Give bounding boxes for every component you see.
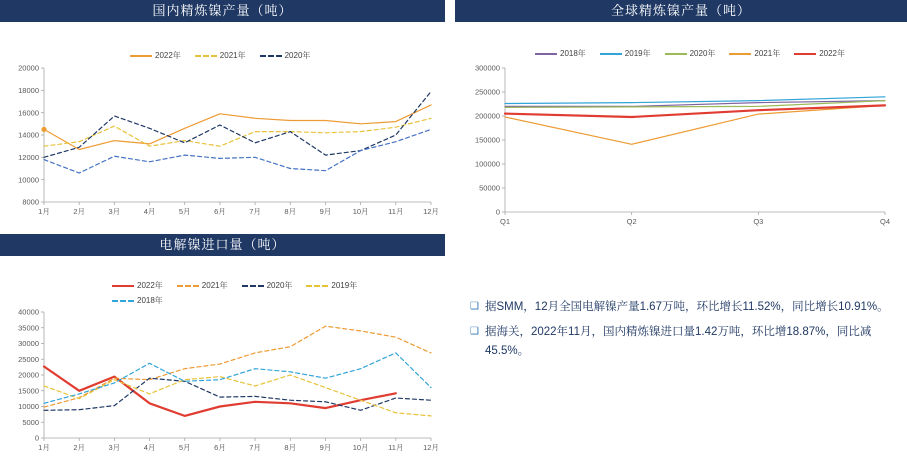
svg-text:5000: 5000	[22, 417, 39, 427]
legend-label-2020: 2020年	[284, 51, 311, 60]
legend-swatch-2020	[665, 53, 687, 55]
svg-text:Q2: Q2	[626, 217, 637, 226]
legend-item-2022	[130, 50, 181, 61]
legend-label-2019: 2019年	[331, 281, 358, 290]
svg-text:18000: 18000	[18, 85, 39, 95]
legend-item-2020	[260, 50, 311, 61]
svg-text:8月: 8月	[284, 207, 297, 216]
legend-label-2021: 2021年	[754, 49, 781, 58]
panel-title-import: 电解镍进口量（吨）	[0, 234, 445, 256]
svg-text:Q1: Q1	[499, 217, 511, 226]
svg-text:25000: 25000	[18, 354, 39, 364]
legend-item-2020	[242, 280, 293, 291]
chart-domestic-refined-output	[0, 22, 445, 228]
legend-item-2020	[665, 48, 716, 59]
bullet-marker-icon: ❑	[470, 326, 479, 337]
panel-title-domestic: 国内精炼镍产量（吨）	[0, 0, 445, 22]
legend-swatch-2019	[306, 285, 328, 287]
svg-text:30000: 30000	[18, 339, 39, 349]
legend-swatch-2018	[112, 300, 134, 302]
legend-label-2018: 2018年	[560, 49, 586, 58]
legend-swatch-2020	[242, 285, 264, 287]
svg-text:3月: 3月	[108, 207, 121, 216]
legend-swatch-2022	[794, 53, 816, 55]
legend-swatch-2022	[130, 55, 152, 57]
legend-label-2022: 2022年	[819, 49, 845, 58]
svg-text:6月: 6月	[214, 207, 226, 216]
svg-text:Q4: Q4	[879, 217, 891, 226]
svg-text:11月: 11月	[388, 207, 404, 216]
svg-text:12月: 12月	[423, 443, 439, 452]
legend-item-2022	[794, 48, 845, 59]
legend-item-2018	[112, 295, 163, 306]
bullet-marker-icon: ❑	[470, 301, 479, 312]
legend-item-2018	[535, 48, 586, 59]
svg-text:20000: 20000	[18, 370, 39, 380]
svg-text:10月: 10月	[352, 207, 369, 216]
legend-label-2021: 2021年	[201, 281, 228, 290]
panel-global-refined-output	[455, 0, 907, 240]
svg-text:4月: 4月	[143, 443, 156, 452]
panel-domestic-refined-output	[0, 0, 445, 228]
svg-text:1月: 1月	[38, 443, 50, 452]
legend-domestic	[130, 50, 310, 61]
svg-text:8000: 8000	[22, 197, 39, 207]
bullet-text: 据海关，2022年11月，国内精炼镍进口量1.42万吨，环比增18.87%，同比减45.5%。	[484, 326, 872, 357]
svg-text:9月: 9月	[319, 443, 332, 452]
legend-label-2022: 2022年	[137, 281, 163, 290]
legend-item-2021	[195, 50, 246, 61]
svg-text:0: 0	[34, 433, 39, 443]
svg-text:2月: 2月	[73, 207, 86, 216]
chart-electrolytic-import	[0, 256, 445, 464]
svg-text:4月: 4月	[143, 207, 156, 216]
svg-text:3月: 3月	[108, 443, 121, 452]
svg-text:14000: 14000	[18, 130, 39, 140]
legend-label-2022: 2022年	[155, 51, 181, 60]
legend-item-2022	[112, 280, 163, 291]
legend-swatch-2019	[600, 53, 622, 55]
legend-import	[112, 280, 362, 306]
svg-text:150000: 150000	[474, 135, 500, 145]
svg-text:9月: 9月	[319, 207, 332, 216]
legend-swatch-2022	[112, 285, 134, 287]
legend-swatch-2021	[729, 53, 751, 55]
svg-text:12000: 12000	[18, 152, 39, 162]
svg-text:Q3: Q3	[753, 217, 764, 226]
legend-swatch-2021	[195, 55, 217, 57]
svg-text:5月: 5月	[178, 443, 191, 452]
svg-text:7月: 7月	[249, 443, 261, 452]
svg-text:8月: 8月	[284, 443, 297, 452]
legend-swatch-2020	[260, 55, 282, 57]
svg-text:100000: 100000	[474, 159, 500, 169]
bullet-item	[470, 298, 895, 317]
svg-text:2月: 2月	[73, 443, 86, 452]
svg-text:6月: 6月	[214, 443, 226, 452]
legend-label-2020: 2020年	[266, 281, 293, 290]
svg-text:0: 0	[495, 207, 500, 217]
legend-swatch-2018	[535, 53, 557, 55]
legend-item-2019	[600, 48, 651, 59]
legend-label-2020: 2020年	[689, 49, 716, 58]
svg-text:50000: 50000	[479, 183, 500, 193]
bullet-item	[470, 323, 895, 361]
svg-text:11月: 11月	[388, 443, 404, 452]
svg-text:300000: 300000	[474, 63, 500, 73]
summary-notes	[470, 298, 895, 367]
legend-global	[535, 48, 845, 59]
svg-text:10月: 10月	[352, 443, 369, 452]
svg-text:200000: 200000	[474, 111, 500, 121]
bullet-text: 据SMM，12月全国电解镍产量1.67万吨，环比增长11.52%，同比增长10.91%。	[484, 301, 889, 313]
panel-title-global: 全球精炼镍产量（吨）	[455, 0, 907, 22]
svg-text:40000: 40000	[18, 307, 39, 317]
svg-text:10000: 10000	[18, 175, 39, 185]
legend-item-2021	[177, 280, 228, 291]
svg-text:10000: 10000	[18, 402, 39, 412]
panel-electrolytic-import	[0, 234, 445, 464]
legend-label-2019: 2019年	[624, 49, 651, 58]
legend-swatch-2021	[177, 285, 199, 287]
svg-text:250000: 250000	[474, 87, 500, 97]
legend-label-2021: 2021年	[219, 51, 246, 60]
svg-text:7月: 7月	[249, 207, 261, 216]
legend-item-2021	[729, 48, 780, 59]
svg-text:16000: 16000	[18, 108, 39, 118]
svg-text:35000: 35000	[18, 323, 39, 333]
svg-text:15000: 15000	[18, 386, 39, 396]
chart-global-refined-output	[455, 22, 907, 240]
svg-text:20000: 20000	[18, 63, 39, 73]
legend-item-2019	[306, 280, 357, 291]
svg-text:5月: 5月	[178, 207, 191, 216]
svg-text:1月: 1月	[38, 207, 50, 216]
svg-text:12月: 12月	[423, 207, 439, 216]
legend-label-2018: 2018年	[137, 296, 163, 305]
